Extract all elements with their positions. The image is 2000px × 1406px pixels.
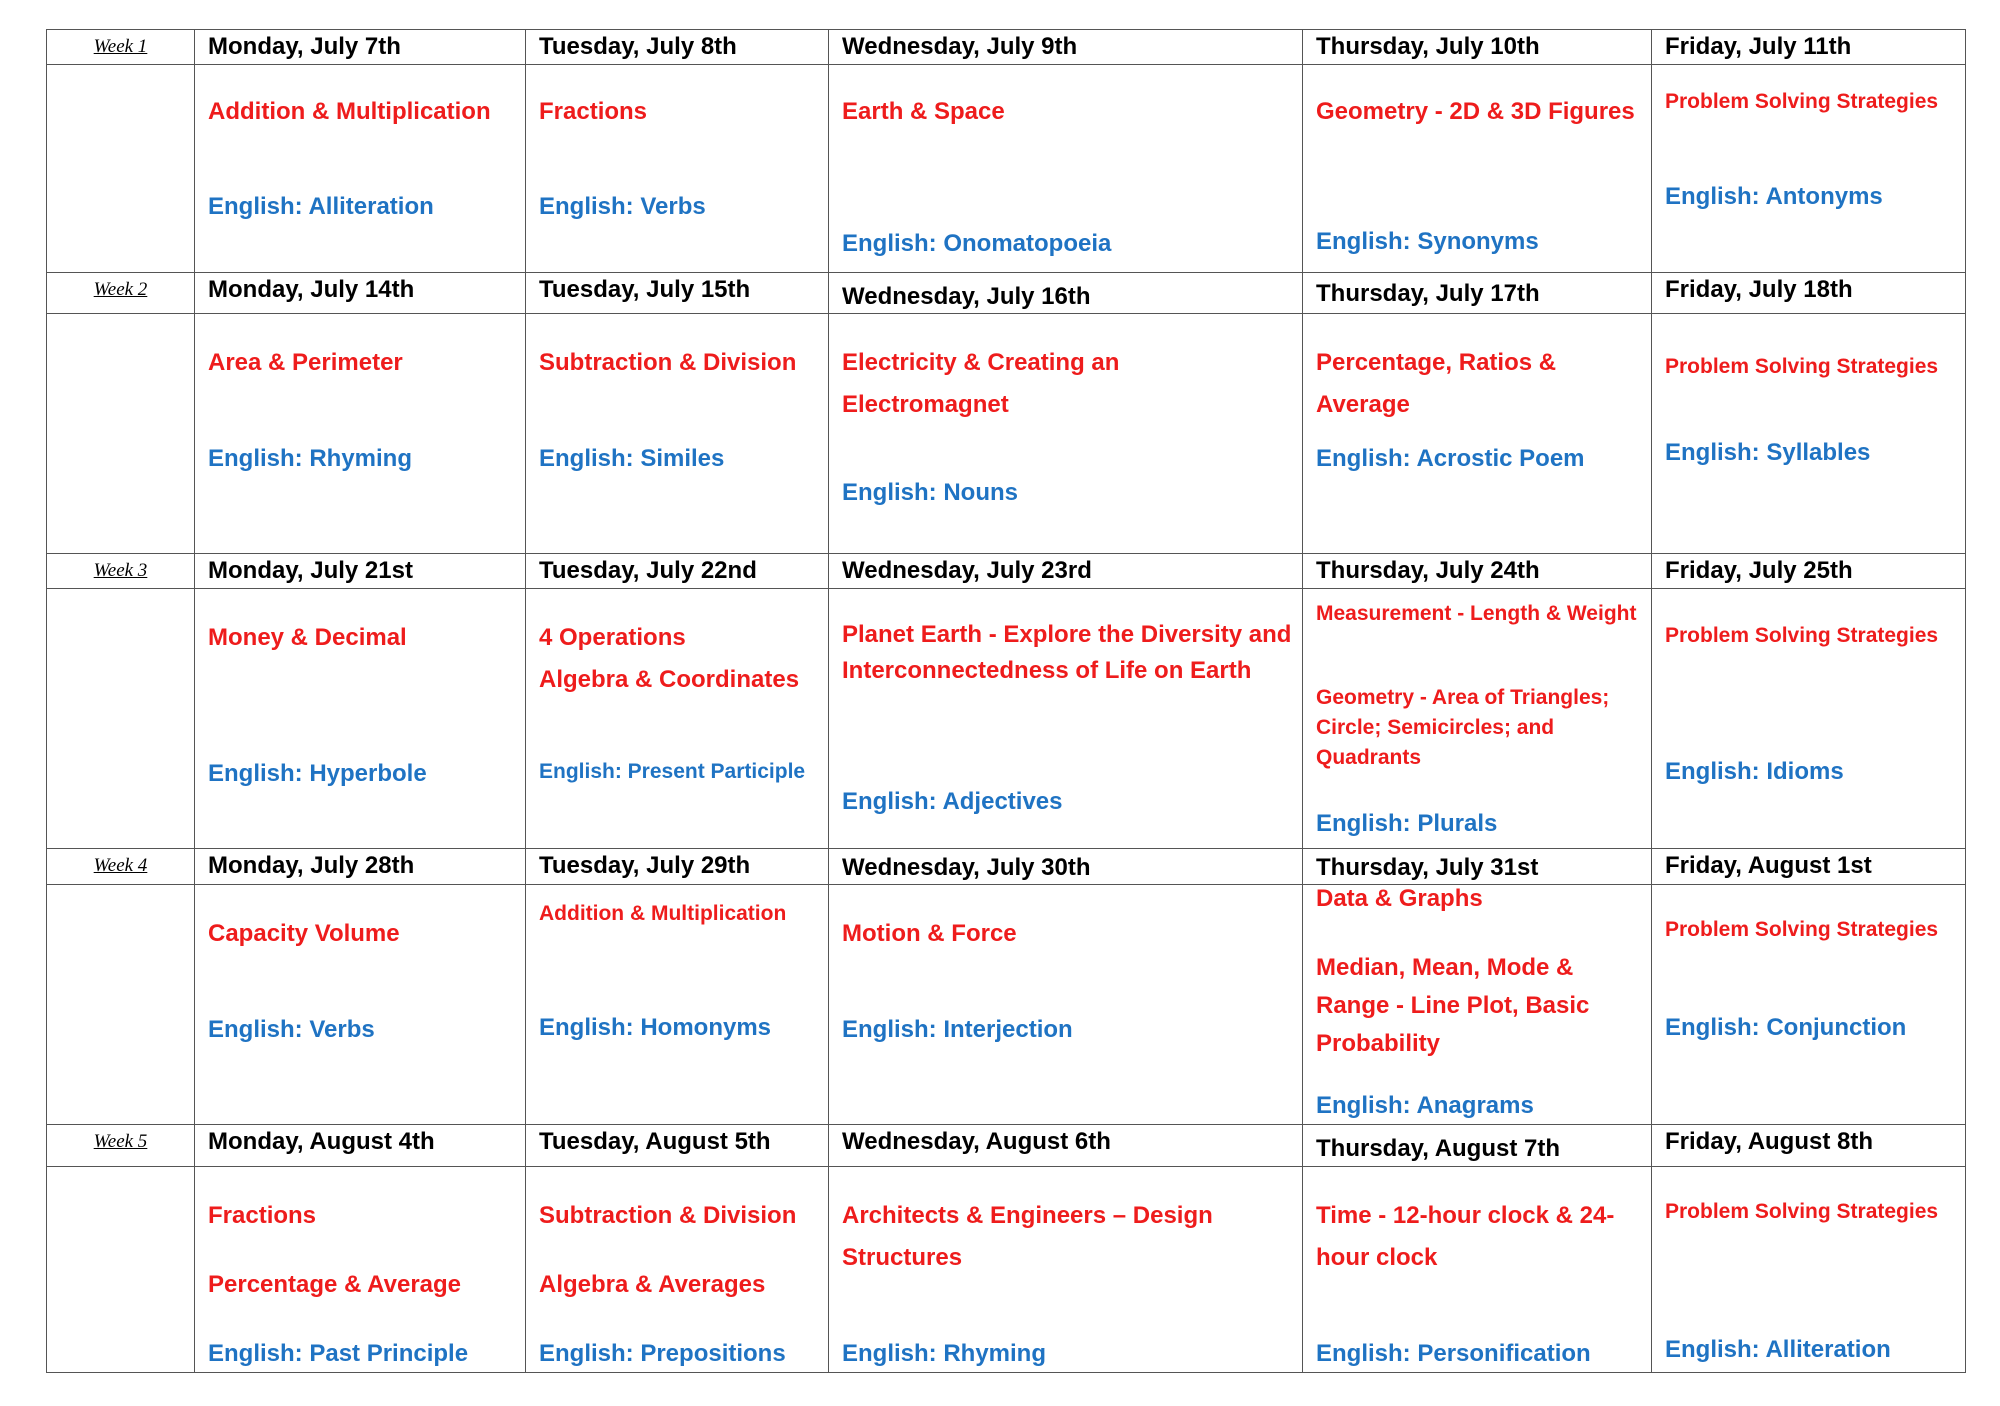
day-date: Friday, August 8th <box>1652 1125 1966 1167</box>
day-cell <box>829 1167 1303 1373</box>
math-subject: Money & Decimal <box>208 624 407 651</box>
day-date: Tuesday, July 22nd <box>526 554 829 589</box>
day-cell <box>526 885 829 1125</box>
math-subject: Fractions <box>208 1202 317 1229</box>
english-topic: English: Acrostic Poem <box>1316 445 1585 472</box>
day-cell <box>195 885 526 1125</box>
day-date: Wednesday, July 23rd <box>829 554 1303 589</box>
day-date: Monday, July 21st <box>195 554 526 589</box>
problem-solving-subject: Problem Solving Strategies <box>1665 90 1939 113</box>
week-header-row <box>47 1125 1966 1167</box>
english-topic: English: Verbs <box>208 1016 375 1043</box>
week-label: Week 5 <box>47 1125 195 1167</box>
day-date: Wednesday, July 16th <box>829 273 1303 314</box>
week-label: Week 2 <box>47 273 195 314</box>
science-subject: Planet Earth - Explore the Diversity and Interconnectedness of Life on Earth <box>842 621 1292 684</box>
day-cell <box>829 65 1303 273</box>
day-cell <box>195 1167 526 1373</box>
math-subject: Data & Graphs <box>1316 885 1483 912</box>
english-topic: English: Alliteration <box>1665 1336 1891 1363</box>
english-topic: English: Idioms <box>1665 758 1844 785</box>
english-topic: English: Personification <box>1316 1340 1591 1367</box>
week-content-row <box>47 589 1966 849</box>
day-date: Thursday, July 24th <box>1303 554 1652 589</box>
english-topic: English: Past Principle <box>208 1340 469 1367</box>
week-label: Week 4 <box>47 849 195 885</box>
day-cell <box>526 589 829 849</box>
math-subject: Addition & Multiplication <box>539 902 787 925</box>
day-cell <box>1303 314 1652 554</box>
day-date: Thursday, July 17th <box>1303 273 1652 314</box>
problem-solving-subject: Problem Solving Strategies <box>1665 918 1939 941</box>
week-label: Week 3 <box>47 554 195 589</box>
math-subject: Area & Perimeter <box>208 349 403 376</box>
english-topic: English: Nouns <box>842 479 1018 506</box>
math-subject: 4 Operations <box>539 624 686 651</box>
math-subject: Time - 12-hour clock & 24-hour clock <box>1316 1202 1615 1271</box>
day-date: Tuesday, July 15th <box>526 273 829 314</box>
science-subject: Earth & Space <box>842 98 1005 125</box>
day-cell <box>829 314 1303 554</box>
week-header-row <box>47 554 1966 589</box>
problem-solving-subject: Problem Solving Strategies <box>1665 1200 1939 1223</box>
english-topic: English: Rhyming <box>208 445 412 472</box>
day-date: Monday, July 14th <box>195 273 526 314</box>
day-cell <box>829 589 1303 849</box>
day-date: Wednesday, July 9th <box>829 30 1303 65</box>
day-cell <box>1303 589 1652 849</box>
day-date: Wednesday, August 6th <box>829 1125 1303 1167</box>
day-date: Thursday, July 31st <box>1303 849 1652 885</box>
day-date: Tuesday, July 29th <box>526 849 829 885</box>
day-cell <box>526 1167 829 1373</box>
day-date: Monday, July 7th <box>195 30 526 65</box>
day-cell <box>1652 885 1966 1125</box>
day-date: Tuesday, August 5th <box>526 1125 829 1167</box>
math-subject: Percentage & Average <box>208 1271 462 1298</box>
day-cell <box>1303 1167 1652 1373</box>
day-date: Thursday, July 10th <box>1303 30 1652 65</box>
english-topic: English: Anagrams <box>1316 1092 1534 1119</box>
english-topic: English: Prepositions <box>539 1340 786 1367</box>
math-subject: Algebra & Averages <box>539 1271 766 1298</box>
math-subject: Subtraction & Division <box>539 349 797 376</box>
day-date: Friday, July 18th <box>1652 273 1966 314</box>
problem-solving-subject: Problem Solving Strategies <box>1665 624 1939 647</box>
english-topic: English: Homonyms <box>539 1014 772 1041</box>
math-subject: Geometry - Area of Triangles; Circle; Semicircles; and Quadrants <box>1316 686 1610 769</box>
day-cell <box>1652 1167 1966 1373</box>
day-cell <box>526 65 829 273</box>
week-label: Week 1 <box>47 30 195 65</box>
math-subject: Percentage, Ratios & Average <box>1316 349 1557 418</box>
math-subject: Median, Mean, Mode & Range - Line Plot, Basic Probability <box>1316 954 1590 1057</box>
english-topic: English: Synonyms <box>1316 228 1539 255</box>
day-date: Friday, July 25th <box>1652 554 1966 589</box>
week-header-row <box>47 273 1966 314</box>
day-date: Monday, July 28th <box>195 849 526 885</box>
english-topic: English: Antonyms <box>1665 183 1883 210</box>
day-cell <box>195 65 526 273</box>
math-subject: Geometry - 2D & 3D Figures <box>1316 98 1635 125</box>
empty-week-cell <box>47 589 195 849</box>
week-content-row <box>47 65 1966 273</box>
math-subject: Measurement - Length & Weight <box>1316 602 1637 625</box>
day-date: Friday, July 11th <box>1652 30 1966 65</box>
english-topic: English: Alliteration <box>208 193 434 220</box>
math-subject: Subtraction & Division <box>539 1202 797 1229</box>
day-cell <box>195 314 526 554</box>
empty-week-cell <box>47 65 195 273</box>
science-subject: Motion & Force <box>842 920 1017 947</box>
english-topic: English: Hyperbole <box>208 760 427 787</box>
day-date: Tuesday, July 8th <box>526 30 829 65</box>
weekly-schedule-table <box>46 29 1966 1373</box>
week-content-row <box>47 885 1966 1125</box>
english-topic: English: Rhyming <box>842 1340 1046 1367</box>
day-date: Monday, August 4th <box>195 1125 526 1167</box>
day-cell <box>1652 589 1966 849</box>
day-cell <box>1303 65 1652 273</box>
day-cell <box>195 589 526 849</box>
day-date: Thursday, August 7th <box>1303 1125 1652 1167</box>
day-cell <box>526 314 829 554</box>
english-topic: English: Plurals <box>1316 810 1498 837</box>
week-content-row <box>47 314 1966 554</box>
day-cell <box>1303 885 1652 1125</box>
english-topic: English: Interjection <box>842 1016 1073 1043</box>
week-content-row <box>47 1167 1966 1373</box>
science-subject: Electricity & Creating an Electromagnet <box>842 349 1120 418</box>
week-header-row <box>47 30 1966 65</box>
english-topic: English: Present Participle <box>539 760 806 783</box>
english-topic: English: Similes <box>539 445 725 472</box>
math-subject: Capacity Volume <box>208 920 400 947</box>
day-cell <box>1652 314 1966 554</box>
day-date: Wednesday, July 30th <box>829 849 1303 885</box>
english-topic: English: Onomatopoeia <box>842 230 1112 257</box>
empty-week-cell <box>47 885 195 1125</box>
english-topic: English: Conjunction <box>1665 1014 1907 1041</box>
day-cell <box>829 885 1303 1125</box>
week-header-row <box>47 849 1966 885</box>
empty-week-cell <box>47 314 195 554</box>
day-cell <box>1652 65 1966 273</box>
empty-week-cell <box>47 1167 195 1373</box>
science-subject: Architects & Engineers – Design Structures <box>842 1202 1213 1271</box>
math-subject: Addition & Multiplication <box>208 98 491 125</box>
math-subject: Fractions <box>539 98 648 125</box>
english-topic: English: Verbs <box>539 193 706 220</box>
day-date: Friday, August 1st <box>1652 849 1966 885</box>
english-topic: English: Syllables <box>1665 439 1871 466</box>
math-subject: Algebra & Coordinates <box>539 666 800 693</box>
english-topic: English: Adjectives <box>842 788 1063 815</box>
problem-solving-subject: Problem Solving Strategies <box>1665 355 1939 378</box>
